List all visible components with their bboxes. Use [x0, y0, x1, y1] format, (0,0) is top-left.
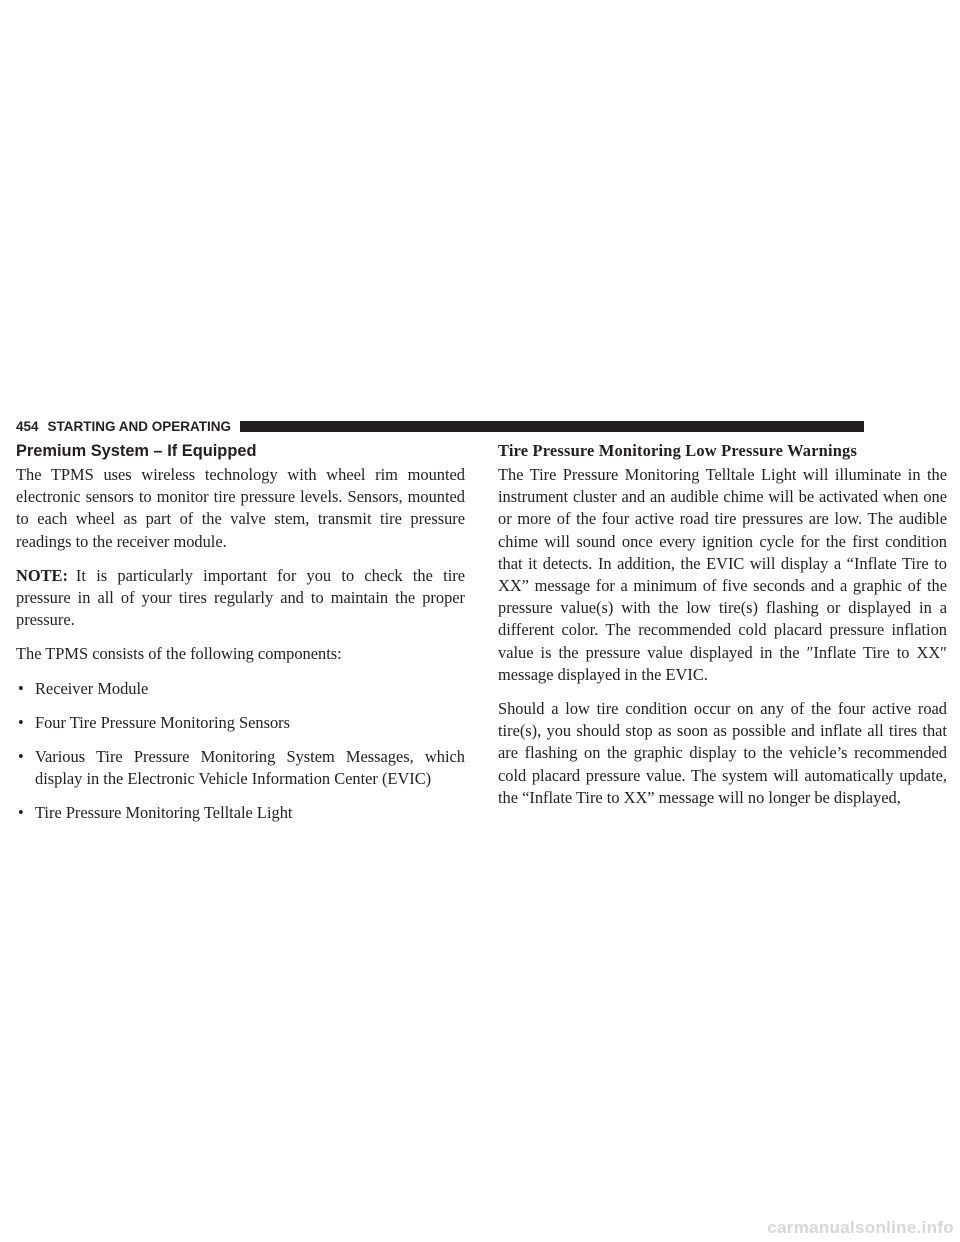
- bullet-icon: •: [18, 747, 24, 767]
- note-text: It is particularly important for you to check the tire pressure in all of your tires regularly and to maintain the proper pressure.: [16, 565, 465, 630]
- page-number: 454: [16, 418, 39, 434]
- section-title: STARTING AND OPERATING: [47, 418, 232, 434]
- warning-paragraph-1: The Tire Pressure Monitoring Telltale Light will illuminate in the instrument cluster and an audible chime will be activated when one or more of the four active road tire pressures are low. The audible chime will sound once every ignition cycle for the first condition that it detects. In addition, the EVIC will display a “Inflate Tire to XX” message for a minimum of five seconds and a graphic of the pressure value(s) with the low tire(s) flashing or displayed in a different color. The recommended cold placard pressure inflation value is the pressure value displayed in the ″Inflate Tire to XX″ message displayed in the EVIC.: [498, 465, 947, 684]
- note-label: NOTE:: [16, 565, 68, 585]
- warning-paragraph-2: Should a low tire condition occur on any of the four active road tire(s), you should stop as soon as possible and inflate all tires that are flashing on the graphic display to the vehicle’s recommended cold placard pressure value. The system will automatically update, the “Inflate Tire to XX” message will no longer be displayed,: [498, 699, 947, 807]
- list-item: [16, 746, 465, 790]
- list-item: [16, 712, 465, 734]
- list-item-text: Four Tire Pressure Monitoring Sensors: [35, 712, 290, 732]
- components-list: [16, 678, 465, 825]
- bullet-icon: •: [18, 678, 24, 698]
- list-item: [16, 802, 465, 824]
- components-intro: The TPMS consists of the following components:: [16, 644, 342, 664]
- note-paragraph: [16, 565, 465, 632]
- bullet-icon: •: [18, 712, 24, 732]
- list-item-text: Various Tire Pressure Monitoring System Messages, which display in the Electronic Vehicle Information Center (EVIC): [35, 747, 465, 789]
- header-rule: [240, 421, 864, 432]
- page-header: [16, 419, 864, 433]
- list-item-text: Receiver Module: [35, 678, 149, 698]
- list-item-text: Tire Pressure Monitoring Telltale Light: [35, 803, 293, 823]
- right-column: [498, 440, 947, 821]
- bullet-icon: •: [18, 803, 24, 823]
- left-column: [16, 440, 465, 837]
- premium-system-heading: Premium System – If Equipped: [16, 442, 257, 460]
- list-item: [16, 678, 465, 700]
- low-pressure-warnings-heading: Tire Pressure Monitoring Low Pressure Warnings: [498, 441, 858, 460]
- watermark: carmanualsonline.info: [767, 1218, 954, 1237]
- tpms-intro-paragraph: The TPMS uses wireless technology with wheel rim mounted electronic sensors to monitor tire pressure levels. Sensors, mounted to each wheel as part of the valve stem, transmit tire pressure readings to the receiver module.: [16, 465, 465, 551]
